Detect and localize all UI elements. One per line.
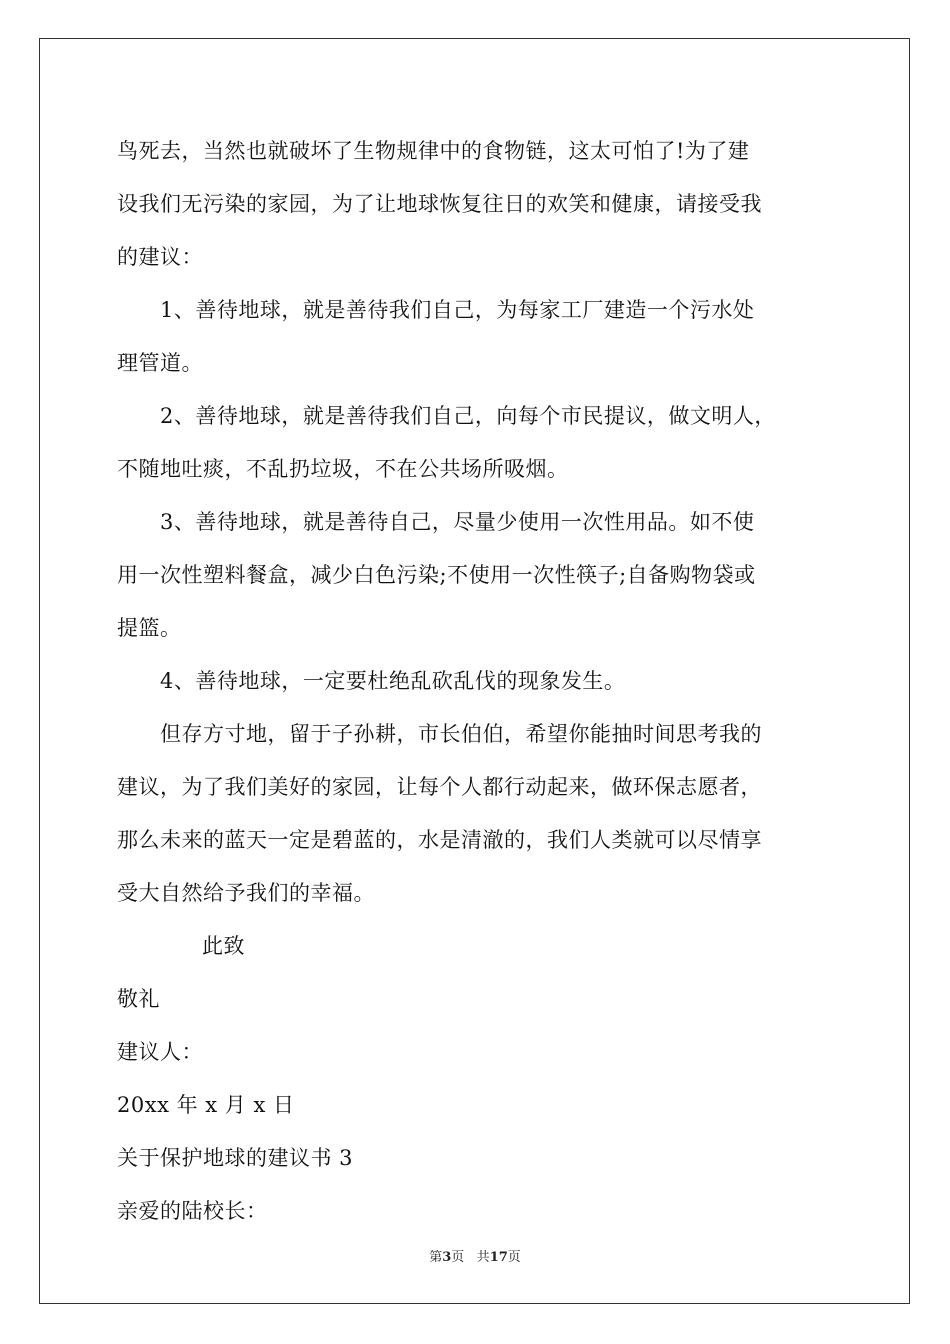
greeting-line: 亲爱的陆校长： (117, 1199, 268, 1223)
text-line: 那么未来的蓝天一定是碧蓝的，水是清澈的，我们人类就可以尽情享 (117, 828, 762, 852)
page-footer (0, 1246, 950, 1265)
page-number: 3 (442, 1250, 452, 1265)
salutation-cizhi: 此致 (202, 934, 245, 958)
page-suffix: 页 (451, 1250, 465, 1265)
signer-label: 建议人： (117, 1040, 203, 1064)
suggestion-1-line: 1、善待地球，就是善待我们自己，为每家工厂建造一个污水处 (160, 298, 755, 322)
section-heading: 关于保护地球的建议书 3 (117, 1146, 354, 1170)
total-prefix: 共 (476, 1250, 490, 1265)
salutation-jingli: 敬礼 (117, 987, 160, 1011)
text-line: 不随地吐痰，不乱扔垃圾，不在公共场所吸烟。 (117, 457, 569, 481)
date-line: 20xx 年 x 月 x 日 (117, 1093, 295, 1117)
text-line: 用一次性塑料餐盒，减少白色污染;不使用一次性筷子;自备购物袋或 (117, 563, 756, 587)
total-suffix: 页 (507, 1250, 521, 1265)
total-pages: 17 (489, 1250, 508, 1265)
text-line: 建议，为了我们美好的家园，让每个人都行动起来，做环保志愿者， (117, 775, 762, 799)
text-line: 提篮。 (117, 616, 182, 640)
suggestion-3-line: 3、善待地球，就是善待自己，尽量少使用一次性用品。如不使 (160, 510, 755, 534)
document-body (117, 125, 837, 1238)
suggestion-4-line: 4、善待地球，一定要杜绝乱砍乱伐的现象发生。 (160, 669, 626, 693)
text-line: 鸟死去，当然也就破坏了生物规律中的食物链，这太可怕了!为了建 (117, 139, 750, 163)
text-line: 受大自然给予我们的幸福。 (117, 881, 375, 905)
closing-paragraph-line: 但存方寸地，留于子孙耕，市长伯伯，希望你能抽时间思考我的 (160, 722, 762, 746)
text-line: 设我们无污染的家园，为了让地球恢复往日的欢笑和健康，请接受我 (117, 192, 762, 216)
text-line: 的建议： (117, 245, 203, 269)
page-prefix: 第 (429, 1250, 443, 1265)
text-line: 理管道。 (117, 351, 203, 375)
suggestion-2-line: 2、善待地球，就是善待我们自己，向每个市民提议，做文明人， (160, 404, 776, 428)
